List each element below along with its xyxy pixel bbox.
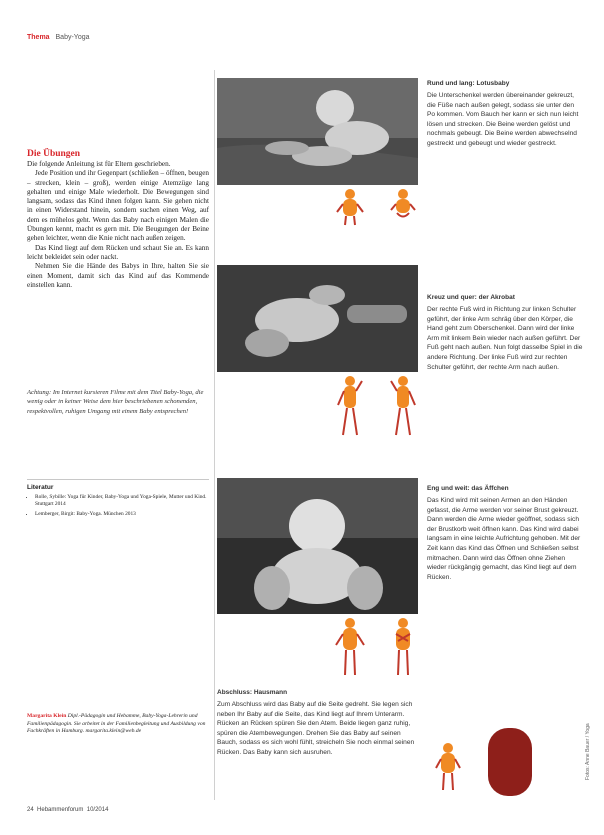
section-header [27,34,90,41]
figure-lotus-1 [335,188,365,226]
exercise-text: Zum Abschluss wird das Baby auf die Seite gedreht. Sie legen sich neben Ihr Baby auf die Seite, das Kind liegt auf Ihrem Unterarm. Rücken an Rücken spüren Sie den Atem. Beide liegen ganz ruhig, spüren die Atembewegungen. Drehen Sie das Baby auf seinen Bauch, sodass es sich wohl fühlt, streicheln Sie noch einmal seinen Rücken. Das Baby kann sich ausruhen. [217,701,415,756]
exercise-title: Kreuz und quer: der Akrobat [427,294,515,301]
exercise-text: Die Unterschenkel werden übereinander gekreuzt, die Füße nach außen gelegt, sodass sie unter den Po kommen. Vom Bauch her kann er sich nun leicht lösen und strecken. Die Beine werden gelöst und nochmals gebeugt. Die Beine werden abwechselnd gestreckt und gebeugt und wieder gestreckt. [427,92,579,147]
intro-heading: Die Übungen [27,149,81,159]
literature-item: • Rolle, Sybille: Yoga für Kinder, Baby-Yoga und Yoga-Spiele, Mutter und Kind. Stuttgart 2014 [35,494,209,508]
section-tag: Baby-Yoga [55,34,90,41]
figure-aeffchen-2 [388,617,418,677]
intro-paragraph: Jede Position und ihr Gegenpart (schließen – öffnen, beugen – strecken, klein – groß), werden einige Atemzüge lang gehalten und einige Male wiederholt. Die Bewegungen sind langsam, sodass das Kind ihnen folgen kann. Sie gehen nicht in einen Widerstand hinein, sondern suchen einen Weg, auf dem es mühelos geht. Wenn das Baby nach einigen Malen die Übungen kennt, macht es gern mit. Die Beugungen der Beine gehen leichter, wenn die Knie nicht nach außen zeigen. [27,169,209,243]
figure-akrobat-2 [388,375,418,437]
photo-akrobat [217,265,418,372]
intro-paragraph: Das Kind liegt auf dem Rücken und schaut Sie an. Es kann leicht bekleidet sein oder nackt. [27,243,209,261]
author-bio: Dipl.-Pädagogin und Hebamme, Baby-Yoga-Lehrerin und Familienpädagogin. Sie arbeitet in der Familienbegleitung und Ausbildung von Fachkräften in Hamburg. margarita.klein@web.de [27,713,206,735]
exercise-title: Abschluss: Hausmann [217,689,288,696]
column-divider [214,70,215,800]
literature-item: • Lemberger, Birgit: Baby-Yoga. München 2013 [35,511,209,518]
photo-lotusbaby-image [217,78,418,185]
author-name: Margarita Klein [27,713,67,719]
figure-akrobat-1 [335,375,365,437]
figure-aeffchen-1 [335,617,365,677]
exercise-title: Rund und lang: Lotusbaby [427,80,510,87]
magazine-name: Hebammenforum [37,807,84,813]
photo-akrobat-image [217,265,418,372]
page-number: 24 [27,807,34,813]
exercise-title: Eng und weit: das Äffchen [427,485,509,492]
exercise-text: Das Kind wird mit seinen Armen an den Händen gefasst, die Arme werden vor seiner Brust gekreuzt. Dann werden die Arme wieder geöffnet, sodass sich der Brustkorb weit öffnen kann. Das Kind wird dabei langsam in eine leichte Aufrichtung gehoben. Mit der Zeit kann das Kind das Öffnen und Schließen selbst mitmachen. Dann wird das Öffnen ohne Ziehen wieder rückgängig gemacht, das Kind liegt auf dem Rücken. [427,497,581,581]
intro-body [27,160,209,290]
intro-paragraph: Nehmen Sie die Hände des Babys in Ihre, halten Sie sie einen Moment, damit sich das Kind auf das Kommende einstellen kann. [27,262,209,289]
figure-hausmann-1 [433,742,463,792]
photo-aeffchen-image [217,478,418,614]
page-footer [27,807,108,813]
divider [27,479,209,480]
issue-number: 10/2014 [86,807,109,813]
author-box [27,713,209,736]
literature-title: Literatur [27,484,54,491]
photo-aeffchen [217,478,418,614]
figure-hausmann-2 [486,726,534,798]
literature-list [27,494,209,521]
intro-paragraph: Die folgende Anleitung ist für Eltern geschrieben. [27,160,171,168]
section-label: Thema [27,34,50,41]
exercise-text: Der rechte Fuß wird in Richtung zur linken Schulter geführt, der linke Arm schräg über den Körper, die Hand geht zum Oberschenkel. Dann wird der linke Arm mit linkem Bein wieder nach außen geführt. Der Fuß geht nach außen. Nun folgt dasselbe Spiel in die andere Richtung. Der linke Fuß wird zur rechten Schulter geführt, der rechte Arm nach außen. [427,306,583,371]
figure-lotus-2 [388,188,418,226]
photo-credit: Fotos: Anne Bauer / Yoga [585,723,591,780]
notice-text: Achtung: Im Internet kursieren Filme mit dem Titel Baby-Yoga, die wenig oder in keiner Weise dem hier beschriebenen schonenden, respektvollen, ruhigen Umgang mit einem Baby entsprechen! [27,389,204,415]
photo-lotusbaby [217,78,418,185]
